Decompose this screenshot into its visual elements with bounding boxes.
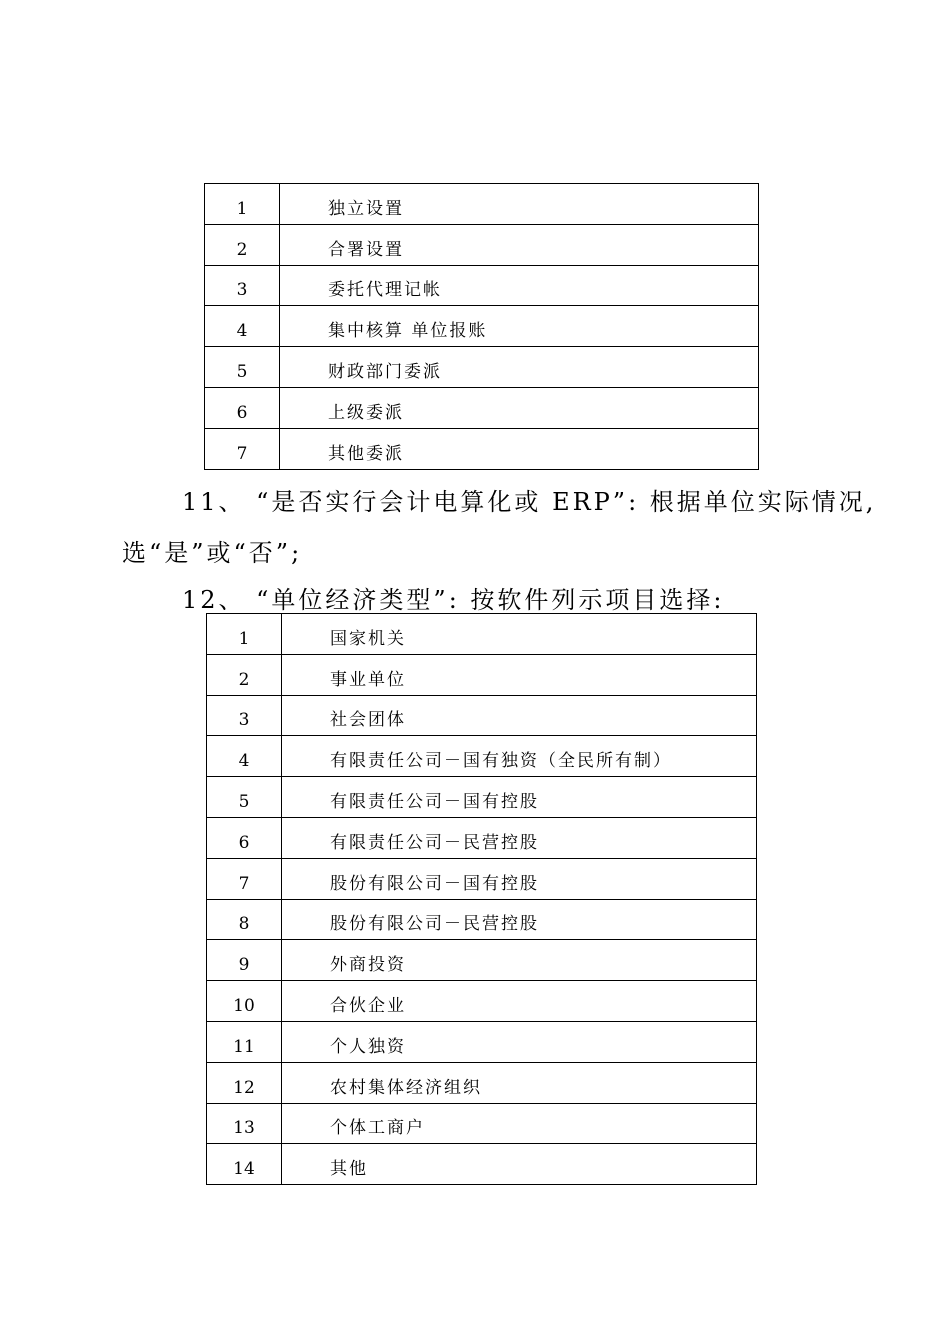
row-label: 农村集体经济组织 — [282, 1062, 757, 1103]
table-row — [207, 654, 757, 695]
table-row — [207, 981, 757, 1022]
paragraph-12-line-1: 12、 “单位经济类型”: 按软件列示项目选择: — [182, 586, 725, 614]
row-label: 国家机关 — [282, 614, 757, 655]
table-row — [205, 184, 759, 225]
row-number: 4 — [207, 736, 282, 777]
row-label: 合署设置 — [280, 224, 759, 265]
row-label: 股份有限公司－国有控股 — [282, 858, 757, 899]
row-number: 7 — [205, 428, 280, 469]
table-row — [207, 736, 757, 777]
row-number: 12 — [207, 1062, 282, 1103]
row-number: 4 — [205, 306, 280, 347]
table-row — [205, 347, 759, 388]
row-number: 1 — [207, 614, 282, 655]
row-number: 10 — [207, 981, 282, 1022]
table-row — [207, 858, 757, 899]
table-row — [207, 1103, 757, 1144]
row-number: 5 — [205, 347, 280, 388]
row-number: 2 — [207, 654, 282, 695]
row-label: 合伙企业 — [282, 981, 757, 1022]
row-number: 13 — [207, 1103, 282, 1144]
row-number: 11 — [207, 1021, 282, 1062]
row-label: 其他 — [282, 1144, 757, 1185]
table-row — [205, 306, 759, 347]
row-label: 有限责任公司－民营控股 — [282, 817, 757, 858]
row-label: 个人独资 — [282, 1021, 757, 1062]
economic-type-table — [206, 613, 757, 1185]
table-row — [207, 817, 757, 858]
paragraph-11-line-1: 11、 “是否实行会计电算化或 ERP”: 根据单位实际情况, — [182, 488, 877, 516]
table-row — [205, 265, 759, 306]
table-row — [207, 777, 757, 818]
row-number: 1 — [205, 184, 280, 225]
row-number: 7 — [207, 858, 282, 899]
row-label: 有限责任公司－国有控股 — [282, 777, 757, 818]
row-label: 其他委派 — [280, 428, 759, 469]
row-label: 事业单位 — [282, 654, 757, 695]
table-row — [205, 387, 759, 428]
table-row — [207, 695, 757, 736]
row-number: 8 — [207, 899, 282, 940]
row-number: 3 — [207, 695, 282, 736]
table-row — [207, 940, 757, 981]
row-number: 5 — [207, 777, 282, 818]
table-row — [207, 614, 757, 655]
row-label: 社会团体 — [282, 695, 757, 736]
table-row — [207, 1062, 757, 1103]
row-number: 2 — [205, 224, 280, 265]
row-label: 有限责任公司－国有独资（全民所有制） — [282, 736, 757, 777]
table-row — [205, 224, 759, 265]
row-number: 9 — [207, 940, 282, 981]
table-row — [205, 428, 759, 469]
row-label: 股份有限公司－民营控股 — [282, 899, 757, 940]
table-row — [207, 1021, 757, 1062]
row-label: 个体工商户 — [282, 1103, 757, 1144]
row-label: 独立设置 — [280, 184, 759, 225]
paragraph-11-line-2: 选“是”或“否”; — [122, 539, 303, 567]
table-row — [207, 899, 757, 940]
row-label: 外商投资 — [282, 940, 757, 981]
row-number: 3 — [205, 265, 280, 306]
row-label: 财政部门委派 — [280, 347, 759, 388]
table-row — [207, 1144, 757, 1185]
row-label: 集中核算 单位报账 — [280, 306, 759, 347]
row-label: 上级委派 — [280, 387, 759, 428]
row-number: 6 — [207, 817, 282, 858]
row-label: 委托代理记帐 — [280, 265, 759, 306]
accounting-setup-table — [204, 183, 759, 470]
row-number: 14 — [207, 1144, 282, 1185]
row-number: 6 — [205, 387, 280, 428]
